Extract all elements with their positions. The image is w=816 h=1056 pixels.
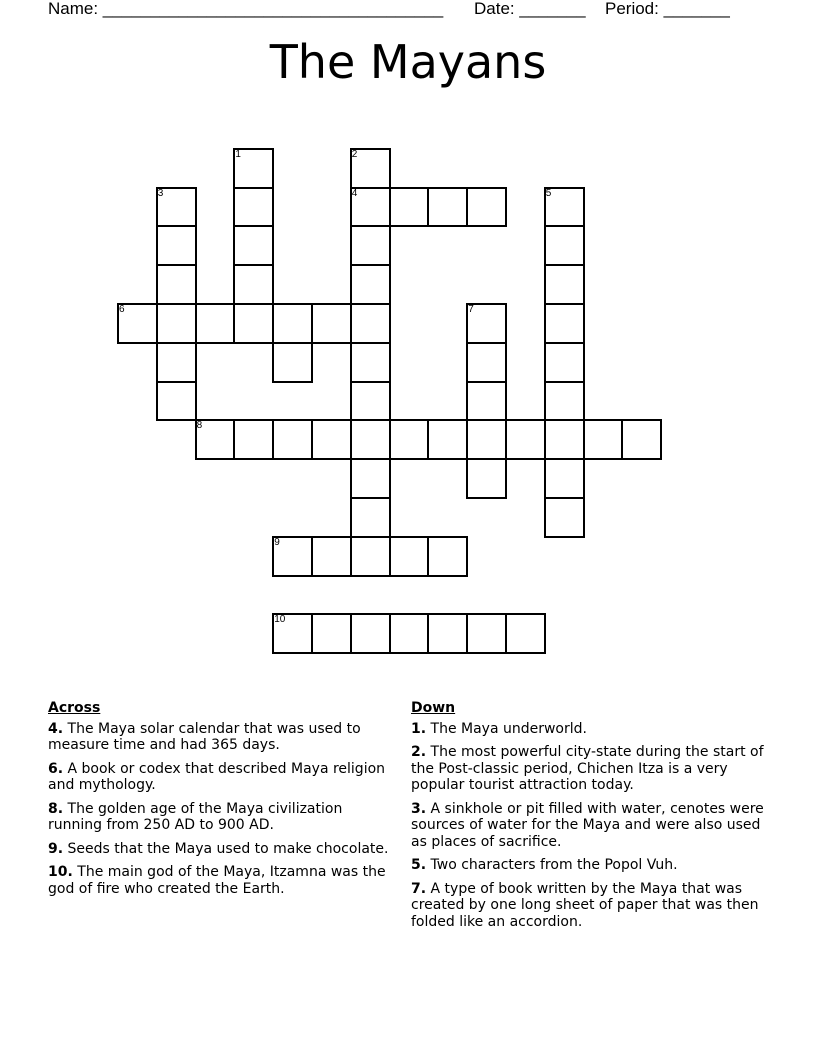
crossword-cell[interactable] bbox=[389, 419, 430, 460]
crossword-cell[interactable] bbox=[311, 303, 352, 344]
crossword-cell[interactable] bbox=[544, 342, 585, 383]
crossword-cell[interactable] bbox=[466, 419, 507, 460]
crossword-cell[interactable] bbox=[544, 225, 585, 266]
crossword-cell[interactable] bbox=[466, 381, 507, 422]
clue-across-10: 10. The main god of the Maya, Itzamna was the god of fire who created the Earth. bbox=[48, 864, 386, 897]
crossword-cell[interactable] bbox=[583, 419, 624, 460]
clue-number-label: 5 bbox=[545, 187, 552, 199]
crossword-cell[interactable] bbox=[311, 419, 352, 460]
clue-number-label: 10 bbox=[274, 614, 286, 626]
crossword-cell[interactable] bbox=[156, 303, 197, 344]
date-field[interactable]: Date: _______ bbox=[474, 0, 586, 18]
across-clues bbox=[48, 700, 398, 904]
name-field[interactable]: Name: ____________________________________ bbox=[48, 0, 444, 18]
crossword-cell[interactable] bbox=[505, 419, 546, 460]
crossword-cell[interactable] bbox=[311, 613, 352, 654]
crossword-cell[interactable] bbox=[466, 458, 507, 499]
crossword-cell[interactable] bbox=[544, 264, 585, 305]
crossword-cell[interactable] bbox=[427, 613, 468, 654]
clue-number-label: 1 bbox=[235, 148, 241, 160]
period-field[interactable]: Period: _______ bbox=[605, 0, 730, 18]
crossword-cell[interactable] bbox=[272, 342, 313, 383]
crossword-cell[interactable] bbox=[505, 613, 546, 654]
crossword-cell[interactable] bbox=[195, 303, 236, 344]
crossword-cell[interactable] bbox=[350, 303, 391, 344]
crossword-cell[interactable] bbox=[350, 497, 391, 538]
crossword-cell[interactable] bbox=[466, 613, 507, 654]
crossword-cell[interactable] bbox=[544, 497, 585, 538]
clue-number-label: 8 bbox=[196, 420, 203, 432]
crossword-cell[interactable] bbox=[272, 419, 313, 460]
crossword-cell[interactable] bbox=[233, 419, 274, 460]
crossword-cell[interactable] bbox=[466, 342, 507, 383]
crossword-cell[interactable] bbox=[621, 419, 662, 460]
clue-down-7: 7. A type of book written by the Maya that was created by one long sheet of paper that was then folded like an accordion. bbox=[411, 880, 759, 930]
clue-across-6: 6. A book or codex that described Maya religion and mythology. bbox=[48, 760, 386, 793]
crossword-cell[interactable] bbox=[389, 187, 430, 228]
page-title: The Mayans bbox=[269, 35, 547, 89]
crossword-cell[interactable] bbox=[389, 536, 430, 577]
crossword-cell[interactable] bbox=[350, 225, 391, 266]
clue-number-label: 4 bbox=[351, 187, 358, 199]
crossword-cell[interactable] bbox=[156, 342, 197, 383]
crossword-cell[interactable] bbox=[350, 458, 391, 499]
crossword-cell[interactable] bbox=[544, 303, 585, 344]
crossword-cell[interactable] bbox=[156, 381, 197, 422]
crossword-cell[interactable] bbox=[466, 187, 507, 228]
clue-number-label: 7 bbox=[468, 304, 474, 315]
crossword-cell[interactable] bbox=[156, 225, 197, 266]
crossword-cell[interactable] bbox=[233, 264, 274, 305]
crossword-cell[interactable] bbox=[311, 536, 352, 577]
crossword-cell[interactable] bbox=[544, 458, 585, 499]
crossword-cell[interactable] bbox=[350, 342, 391, 383]
crossword-cell[interactable] bbox=[350, 419, 391, 460]
crossword-cell[interactable] bbox=[389, 613, 430, 654]
crossword-cell[interactable] bbox=[350, 264, 391, 305]
clue-number-label: 2 bbox=[351, 148, 358, 160]
crossword-cell[interactable] bbox=[350, 381, 391, 422]
crossword-cell[interactable] bbox=[156, 264, 197, 305]
clue-across-4: 4. The Maya solar calendar that was used to measure time and had 365 days. bbox=[48, 720, 361, 753]
clue-down-5: 5. Two characters from the Popol Vuh. bbox=[411, 857, 678, 873]
crossword-cell[interactable] bbox=[427, 187, 468, 228]
clue-across-9: 9. Seeds that the Maya used to make chocolate. bbox=[48, 840, 389, 857]
crossword-cell[interactable] bbox=[544, 381, 585, 422]
clue-across-8: 8. The golden age of the Maya civilization running from 250 AD to 900 AD. bbox=[48, 800, 343, 833]
clue-down-3: 3. A sinkhole or pit filled with water, cenotes were sources of water for the Maya and were also used as places of sacrifice. bbox=[411, 800, 764, 850]
crossword-cell[interactable] bbox=[233, 303, 274, 344]
crossword-cell[interactable] bbox=[350, 536, 391, 577]
clue-number-label: 3 bbox=[157, 187, 164, 199]
crossword-cell[interactable] bbox=[233, 225, 274, 266]
down-heading: Down bbox=[411, 700, 456, 716]
clue-down-2: 2. The most powerful city-state during the start of the Post-classic period, Chichen Itza is a very popular tourist attraction today. bbox=[411, 744, 764, 793]
clue-down-1: 1. The Maya underworld. bbox=[411, 720, 587, 737]
crossword-cell[interactable] bbox=[272, 303, 313, 344]
crossword-cell[interactable] bbox=[427, 419, 468, 460]
clue-number-label: 9 bbox=[274, 536, 280, 548]
across-heading: Across bbox=[48, 700, 101, 716]
down-clues bbox=[411, 700, 771, 937]
crossword-cell[interactable] bbox=[427, 536, 468, 577]
crossword-cell[interactable] bbox=[233, 187, 274, 228]
crossword-cell[interactable] bbox=[350, 613, 391, 654]
crossword-cell[interactable] bbox=[544, 419, 585, 460]
clue-number-label: 6 bbox=[119, 304, 125, 315]
